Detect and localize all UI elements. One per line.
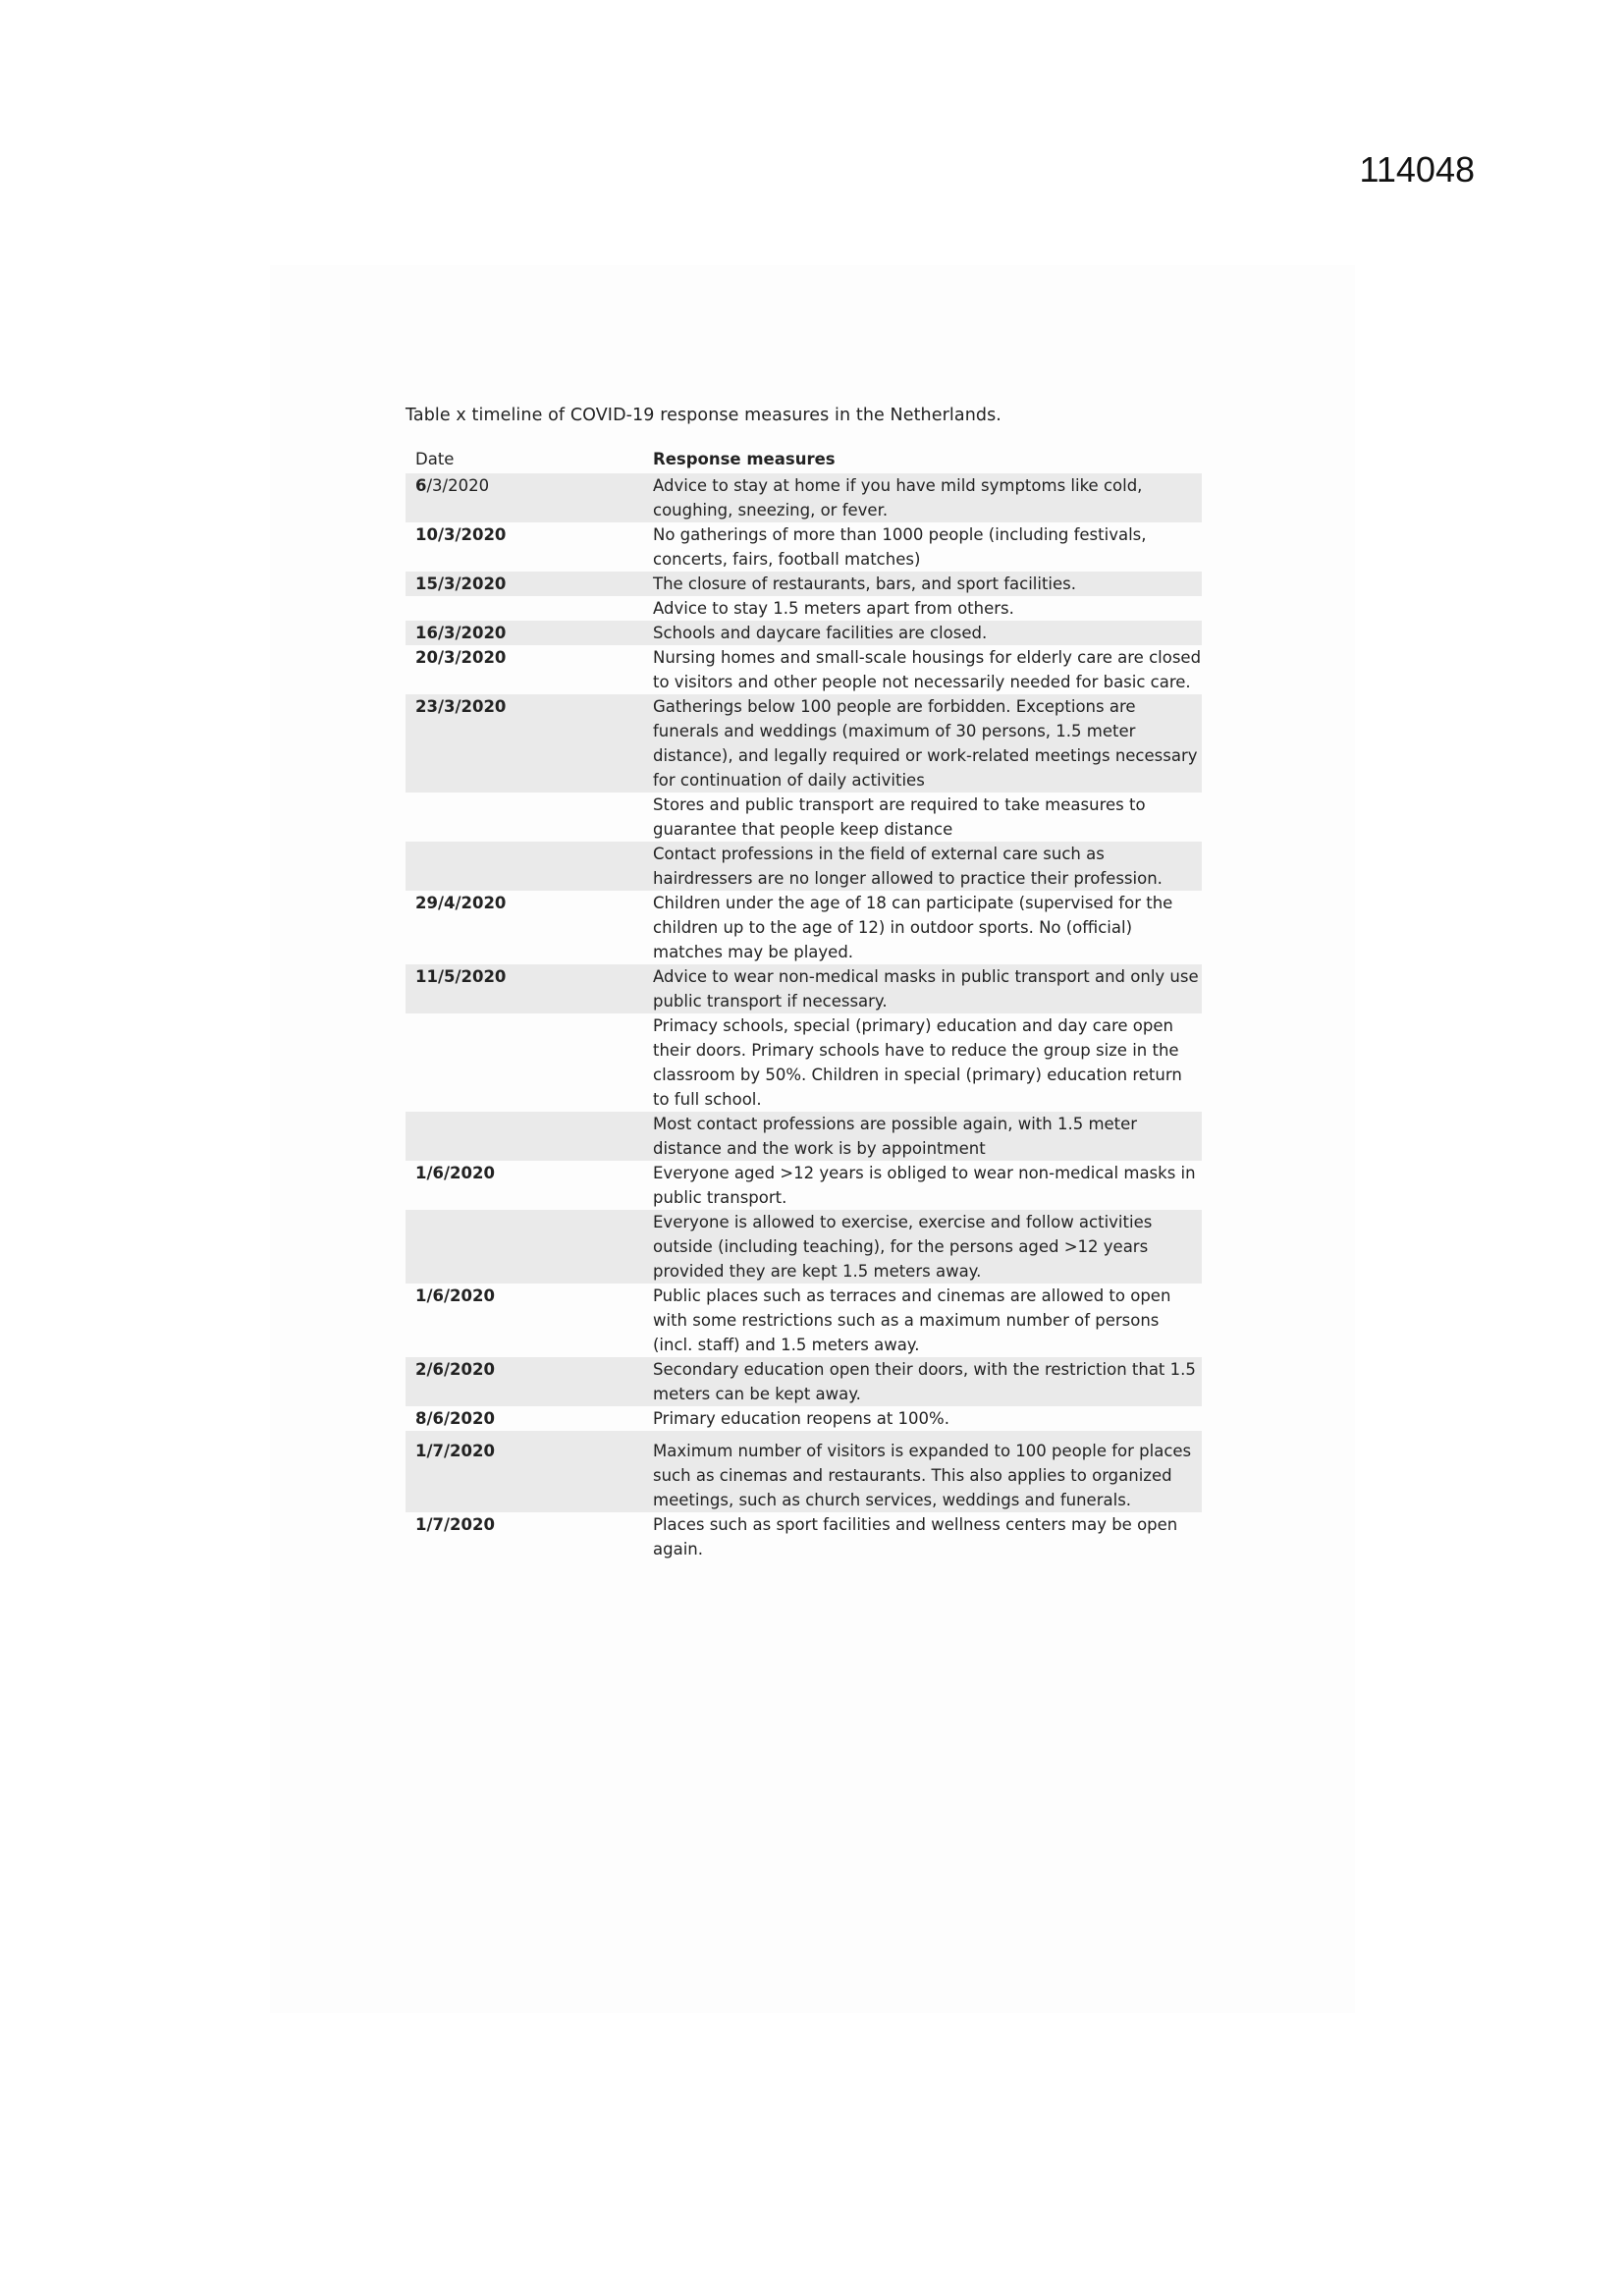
table-row — [406, 694, 1202, 793]
date-cell: 16/3/2020 — [406, 621, 643, 645]
measure-cell: The closure of restaurants, bars, and sport facilities. — [643, 572, 1202, 596]
date-bold-part: 6 — [415, 476, 427, 495]
table-row — [406, 645, 1202, 694]
date-cell: 20/3/2020 — [415, 648, 507, 667]
date-cell: 1/7/2020 — [406, 1431, 643, 1512]
measure-cell: Advice to stay at home if you have mild symptoms like cold, coughing, sneezing, or fever. — [643, 473, 1202, 522]
date-cell: 1/7/2020 — [415, 1515, 495, 1534]
measure-cell: Everyone is allowed to exercise, exercise and follow activities outside (including teaching), for the persons aged >12 years provided they are kept 1.5 meters away. — [643, 1210, 1202, 1284]
measure-cell: Everyone aged >12 years is obliged to wear non-medical masks in public transport. — [653, 1164, 1196, 1207]
measure-cell: Children under the age of 18 can participate (supervised for the children up to the age of 12) in outdoor sports. No (official) matches may be played. — [653, 894, 1173, 961]
date-cell: 8/6/2020 — [415, 1409, 495, 1428]
table-row — [406, 1512, 1202, 1561]
measure-cell: Advice to stay 1.5 meters apart from others. — [653, 599, 1014, 618]
table-row — [406, 621, 1202, 645]
date-cell: 1/6/2020 — [415, 1286, 495, 1305]
table-row — [406, 964, 1202, 1013]
table-row — [406, 522, 1202, 572]
table-row — [406, 1161, 1202, 1210]
date-cell — [406, 793, 643, 842]
date-cell — [406, 596, 643, 621]
measure-cell: Contact professions in the field of external care such as hairdressers are no longer allowed to practice their profession. — [643, 842, 1202, 891]
table-row — [406, 793, 1202, 842]
date-cell — [406, 1013, 643, 1112]
date-cell: 10/3/2020 — [415, 525, 507, 544]
measure-cell: Secondary education open their doors, with the restriction that 1.5 meters can be kept away. — [643, 1357, 1202, 1406]
date-cell: 23/3/2020 — [406, 694, 643, 793]
table-row — [406, 1431, 1202, 1512]
table-row — [406, 891, 1202, 964]
date-cell — [406, 842, 643, 891]
measure-cell: Most contact professions are possible again, with 1.5 meter distance and the work is by appointment — [643, 1112, 1202, 1161]
date-cell — [406, 473, 643, 522]
table-row — [406, 1406, 1202, 1431]
date-regular-part: /3/2020 — [426, 476, 490, 495]
date-cell — [406, 1210, 643, 1284]
measure-cell: Places such as sport facilities and wellness centers may be open again. — [653, 1515, 1178, 1558]
table-row — [406, 1112, 1202, 1161]
table-row — [406, 473, 1202, 522]
header-date: Date — [415, 450, 455, 468]
table-row — [406, 1284, 1202, 1357]
date-cell: 2/6/2020 — [406, 1357, 643, 1406]
document-number: 114048 — [1359, 149, 1475, 190]
date-cell: 15/3/2020 — [406, 572, 643, 596]
date-cell: 29/4/2020 — [415, 894, 507, 912]
table-header-row — [406, 446, 1202, 473]
measure-cell: Gatherings below 100 people are forbidden. Exceptions are funerals and weddings (maximum of 30 persons, 1.5 meter distance), and legally required or work-related meetings necessary for continuation of daily activities — [643, 694, 1202, 793]
measure-cell: Primacy schools, special (primary) education and day care open their doors. Primary schools have to reduce the group size in the classroom by 50%. Children in special (primary) education return to full school. — [653, 1016, 1182, 1109]
header-response-measures: Response measures — [653, 450, 836, 468]
date-cell: 1/6/2020 — [415, 1164, 495, 1182]
measure-cell: Public places such as terraces and cinemas are allowed to open with some restrictions such as a maximum number of persons (incl. staff) and 1.5 meters away. — [653, 1286, 1171, 1354]
measure-cell: Advice to wear non-medical masks in public transport and only use public transport if necessary. — [643, 964, 1202, 1013]
timeline-table — [406, 446, 1202, 1561]
table-row — [406, 1210, 1202, 1284]
measure-cell: Stores and public transport are required to take measures to guarantee that people keep distance — [653, 795, 1146, 839]
measure-cell: Nursing homes and small-scale housings for elderly care are closed to visitors and other people not necessarily needed for basic care. — [653, 648, 1202, 691]
table-row — [406, 596, 1202, 621]
measure-cell: Maximum number of visitors is expanded to 100 people for places such as cinemas and restaurants. This also applies to organized meetings, such as church services, weddings and funerals. — [643, 1431, 1202, 1512]
date-cell: 11/5/2020 — [406, 964, 643, 1013]
date-cell — [406, 1112, 643, 1161]
measure-cell: Primary education reopens at 100%. — [653, 1409, 949, 1428]
table-caption: Table x timeline of COVID-19 response measures in the Netherlands. — [406, 406, 1001, 425]
table-row — [406, 842, 1202, 891]
timeline-body — [406, 473, 1202, 1561]
table-row — [406, 572, 1202, 596]
table-row — [406, 1357, 1202, 1406]
table-row — [406, 1013, 1202, 1112]
measure-cell: No gatherings of more than 1000 people (including festivals, concerts, fairs, football matches) — [653, 525, 1147, 569]
measure-cell: Schools and daycare facilities are closed. — [643, 621, 1202, 645]
